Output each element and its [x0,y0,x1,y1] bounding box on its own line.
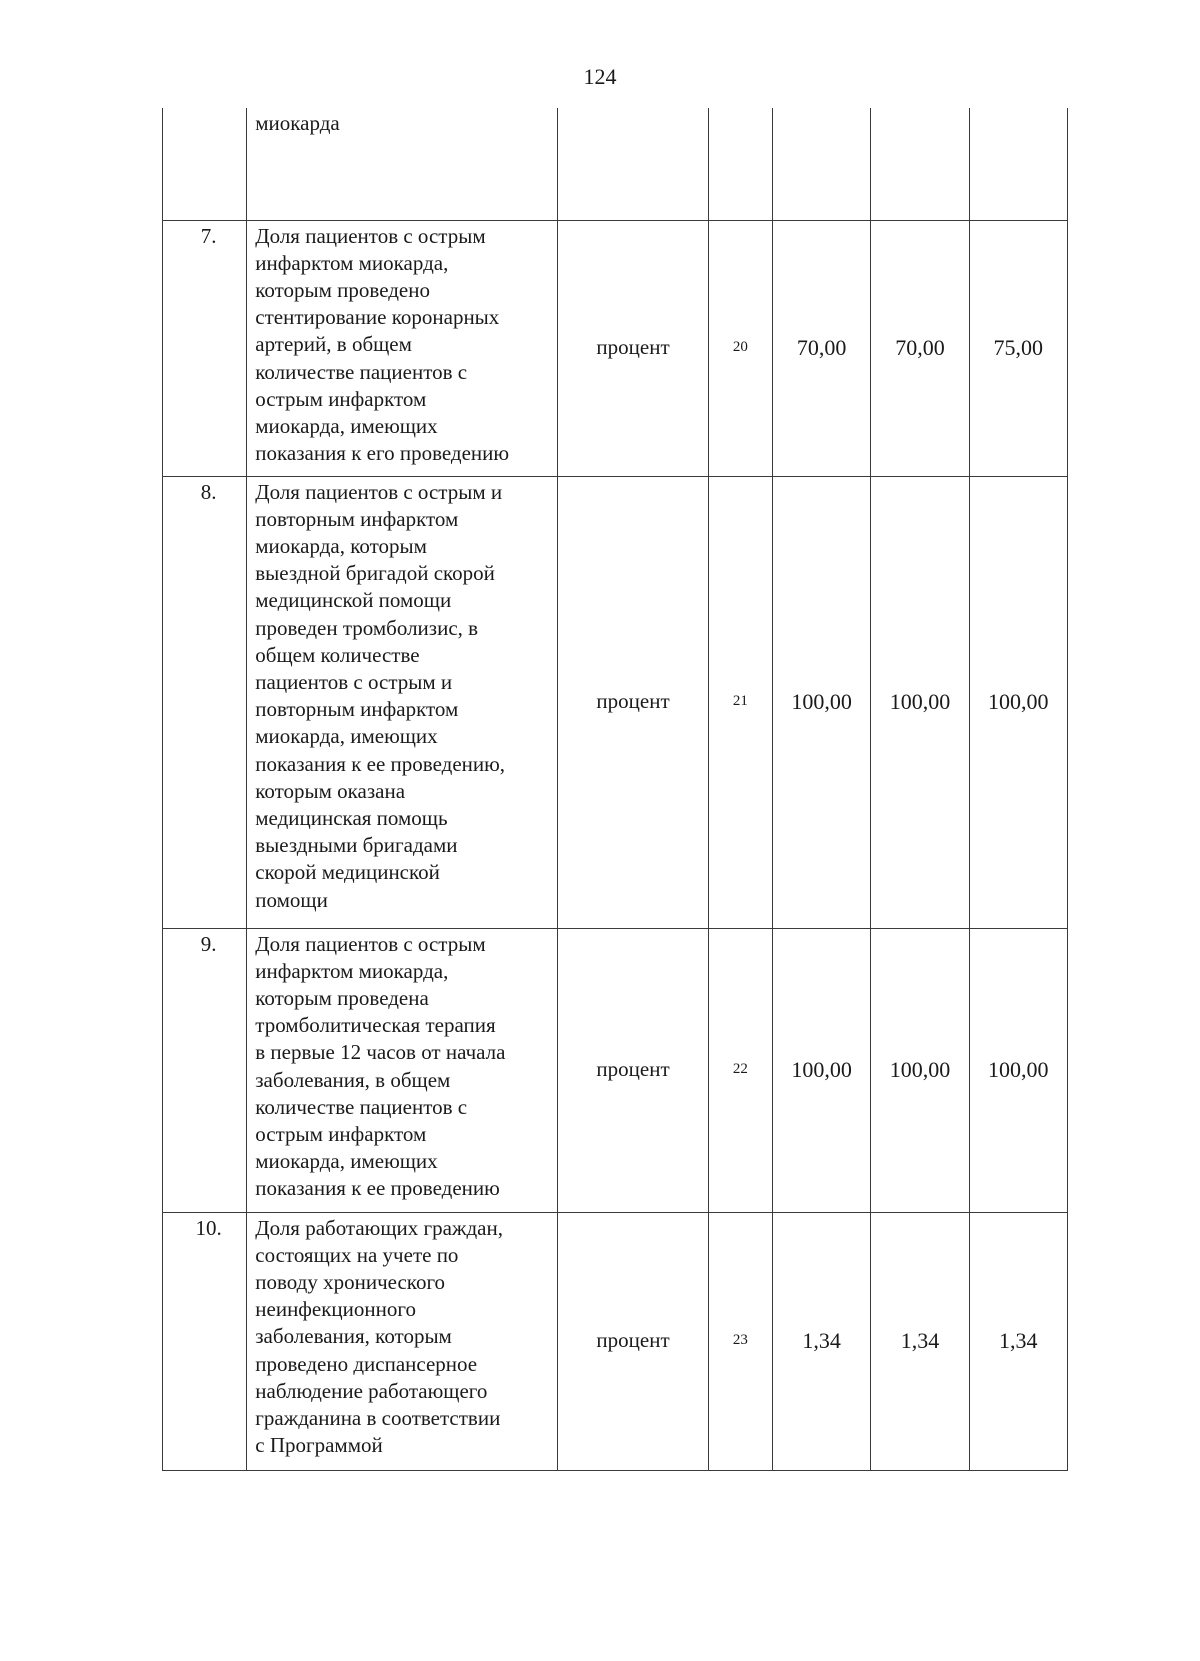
indicator-name [247,220,558,476]
indicator-name-line: которым проведено [255,277,430,302]
indicator-name-line: пациентов с острым и [255,669,453,694]
value-year-3: 100,00 [969,476,1067,928]
indicator-name-line: выездной бригадой скорой [255,561,495,586]
indicator-name-line: Доля пациентов с острым [255,223,486,248]
indicator-name-line: поводу хронического [255,1269,446,1294]
value-year-2: 100,00 [871,928,969,1212]
indicator-name-line: в первые 12 часов от начала [255,1040,506,1065]
indicators-table [162,108,1068,1471]
indicator-name-line: общем количестве [255,642,420,667]
indicator-name-line: Доля пациентов с острым [255,931,486,956]
indicator-name-line: миокарда, имеющих [255,413,438,438]
indicator-name-line: выездными бригадами [255,833,458,858]
indicator-name-line: которым оказана [255,778,406,803]
indicator-name-line: количестве пациентов с [255,359,468,384]
value-year-1: 70,00 [772,220,870,476]
indicator-name-line: острым инфарктом [255,386,427,411]
row-number: 8. [163,476,247,928]
indicator-name-line: проведен тромболизис, в [255,615,479,640]
line-code: 20 [708,220,772,476]
value-year-1: 1,34 [772,1212,870,1470]
row-number [163,108,247,220]
value-year-2: 70,00 [871,220,969,476]
indicator-name [247,928,558,1212]
indicator-name-line: миокарда, имеющих [255,724,438,749]
indicator-name-line: с Программой [255,1433,383,1458]
table-row [163,476,1068,928]
indicator-name-line: стентирование коронарных [255,305,500,330]
row-number: 10. [163,1212,247,1470]
indicator-name-line: показания к его проведению [255,441,510,466]
indicator-name-line: которым проведена [255,985,429,1010]
indicator-name [247,1212,558,1470]
value-year-3: 75,00 [969,220,1067,476]
indicator-name [247,108,558,220]
indicator-name-line: помощи [255,887,328,912]
indicator-name-line: Доля работающих граждан, [255,1215,503,1240]
table-row [163,928,1068,1212]
value-year-1: 100,00 [772,928,870,1212]
indicator-name-line: повторным инфарктом [255,506,459,531]
indicator-name-line: показания к ее проведению, [255,751,506,776]
indicator-name [247,476,558,928]
indicator-name-line: гражданина в соответствии [255,1405,501,1430]
indicator-name-line: наблюдение работающего [255,1378,488,1403]
value-year-3: 100,00 [969,928,1067,1212]
value-year-2 [871,108,969,220]
indicator-name-line: неинфекционного [255,1297,416,1322]
value-year-3 [969,108,1067,220]
value-year-2: 1,34 [871,1212,969,1470]
indicator-name-line: скорой медицинской [255,860,440,885]
value-year-3: 1,34 [969,1212,1067,1470]
indicator-name-line: заболевания, которым [255,1324,452,1349]
value-year-1 [772,108,870,220]
indicator-name-line: медицинская помощь [255,805,448,830]
indicator-name-line: медицинской помощи [255,588,452,613]
page-number: 124 [583,64,617,89]
table-row [163,1212,1068,1470]
value-year-1: 100,00 [772,476,870,928]
line-code: 22 [708,928,772,1212]
indicator-name-line: миокарда [255,111,340,135]
indicator-name-line: показания к ее проведению [255,1176,500,1201]
indicator-name-line: количестве пациентов с [255,1094,468,1119]
line-code: 23 [708,1212,772,1470]
unit-of-measure [558,108,708,220]
row-number: 7. [163,220,247,476]
line-code [708,108,772,220]
indicator-name-line: состоящих на учете по [255,1242,459,1267]
table-row [163,108,1068,220]
table-row [163,220,1068,476]
indicator-name-line: инфарктом миокарда, [255,958,449,983]
indicator-name-line: проведено диспансерное [255,1351,478,1376]
unit-of-measure: процент [558,1212,708,1470]
line-code: 21 [708,476,772,928]
indicator-name-line: миокарда, которым [255,533,427,558]
indicator-name-line: артерий, в общем [255,332,412,357]
indicator-name-line: острым инфарктом [255,1121,427,1146]
value-year-2: 100,00 [871,476,969,928]
indicator-name-line: повторным инфарктом [255,697,459,722]
indicator-name-line: инфарктом миокарда, [255,250,449,275]
indicator-name-line: миокарда, имеющих [255,1149,438,1174]
indicator-name-line: Доля пациентов с острым и [255,479,503,504]
unit-of-measure: процент [558,476,708,928]
indicator-name-line: тромболитическая терапия [255,1013,496,1038]
unit-of-measure: процент [558,928,708,1212]
row-number: 9. [163,928,247,1212]
indicator-name-line: заболевания, в общем [255,1067,451,1092]
unit-of-measure: процент [558,220,708,476]
